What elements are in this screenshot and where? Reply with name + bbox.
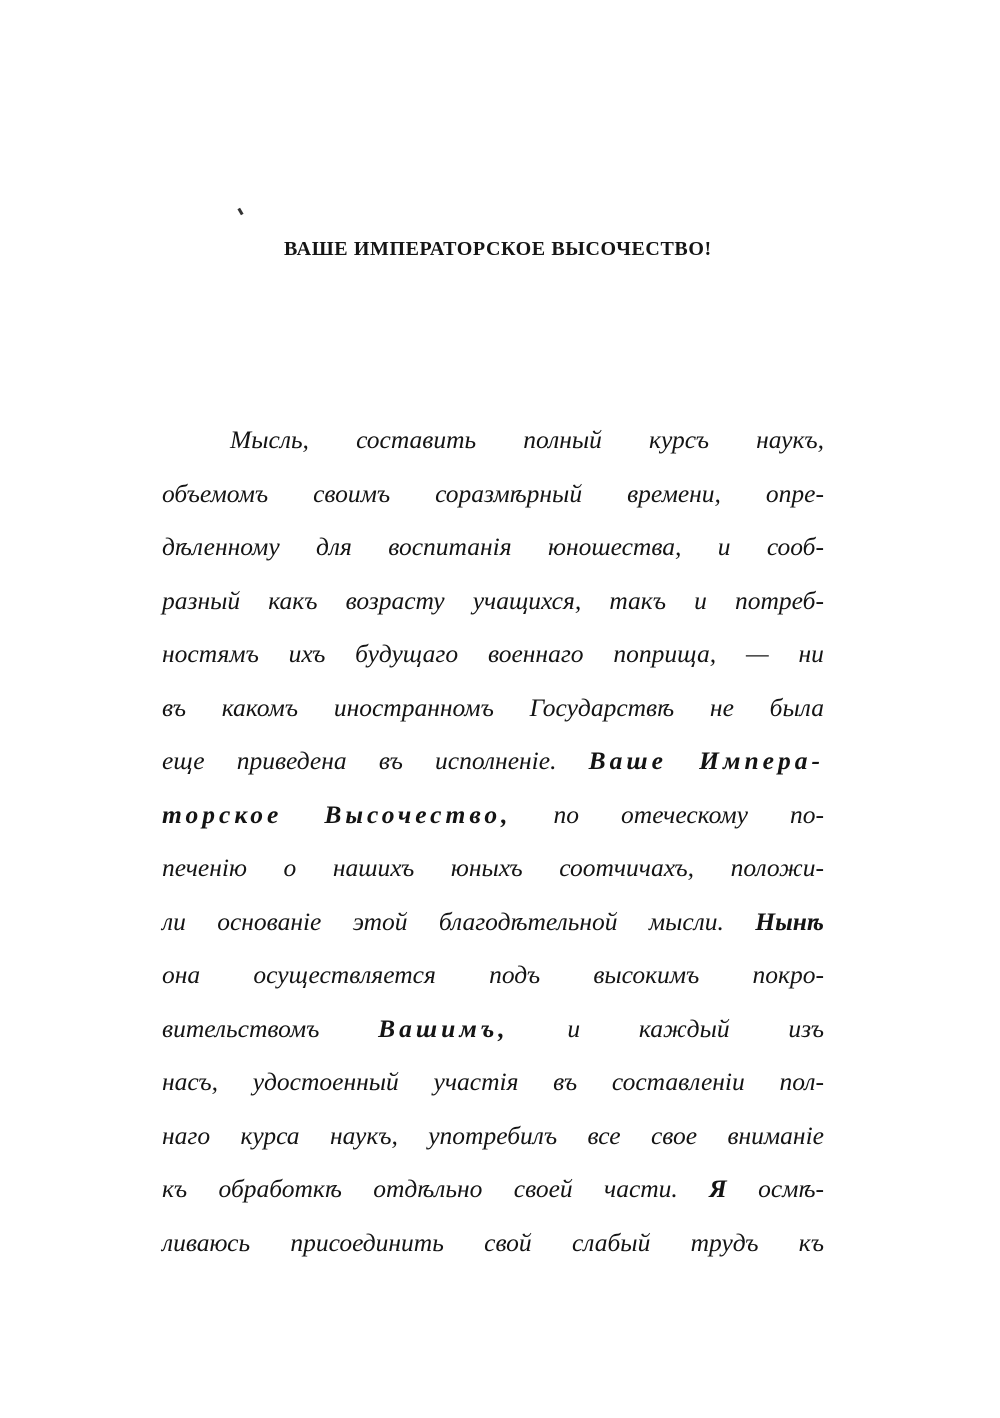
text-line — [162, 1014, 824, 1068]
word: Вашимъ, — [378, 1013, 509, 1043]
word: приведена — [236, 746, 347, 775]
word: потреб- — [734, 585, 824, 615]
word: каждый — [638, 1013, 730, 1043]
word: полный — [523, 425, 602, 454]
word: слабый — [571, 1227, 651, 1257]
word: и — [717, 532, 731, 561]
word: своей — [513, 1174, 573, 1203]
print-speck — [237, 208, 243, 216]
word: торское — [162, 799, 283, 829]
word: печенію — [162, 853, 247, 882]
text-line — [162, 586, 824, 640]
text-line — [162, 425, 824, 479]
word: объемомъ — [162, 478, 269, 508]
word: наукъ, — [756, 425, 824, 454]
word: этой — [352, 906, 408, 936]
word: насъ, — [162, 1067, 218, 1096]
word: обработкѣ — [218, 1174, 342, 1203]
word: Государствѣ — [529, 692, 675, 722]
word: курса — [240, 1120, 300, 1150]
text-line — [162, 960, 824, 1014]
word: воспитанія — [388, 532, 512, 561]
word: была — [769, 692, 824, 722]
word: въ — [378, 746, 403, 775]
word: по — [553, 799, 580, 829]
word: составленіи — [611, 1067, 745, 1096]
word: ливаюсь — [162, 1227, 251, 1257]
word: военнаго — [487, 639, 584, 668]
text-line — [162, 1067, 824, 1121]
word: разный — [162, 585, 241, 615]
word: своимъ — [313, 478, 391, 508]
word: курсъ — [649, 425, 709, 454]
word: — — [745, 639, 769, 668]
word: по- — [789, 799, 824, 829]
word: высокимъ — [593, 960, 700, 989]
word: и — [567, 1013, 581, 1043]
word: удостоенный — [252, 1067, 399, 1096]
word: такъ — [609, 585, 666, 615]
word: соразмѣрный — [435, 478, 583, 508]
word: опре- — [765, 478, 824, 508]
word: осмѣ- — [758, 1174, 824, 1203]
word: пол- — [779, 1067, 824, 1096]
word: какомъ — [221, 692, 299, 722]
text-line — [162, 693, 824, 747]
word: Импера- — [699, 746, 824, 775]
word: изъ — [788, 1013, 824, 1043]
word: сооб- — [766, 532, 824, 561]
word: еще — [162, 746, 205, 775]
word: Ваше — [588, 746, 667, 775]
text-line — [162, 746, 824, 800]
word: о — [283, 853, 297, 882]
text-line — [162, 1121, 824, 1175]
text-line — [162, 1228, 824, 1282]
word: юношества, — [547, 532, 682, 561]
word: свой — [484, 1227, 532, 1257]
dedication-heading: ВАШЕ ИМПЕРАТОРСКОЕ ВЫСОЧЕСТВО! — [284, 238, 712, 260]
word: благодѣтельной — [438, 906, 618, 936]
word: употребилъ — [428, 1120, 558, 1150]
word: мысли. — [648, 906, 724, 936]
word: наукъ, — [329, 1120, 398, 1150]
word: для — [316, 532, 352, 561]
word: все — [587, 1120, 621, 1150]
word: не — [709, 692, 734, 722]
word: свое — [650, 1120, 698, 1150]
word: ностямъ — [162, 639, 259, 668]
word: иностранномъ — [333, 692, 494, 722]
word: Я — [709, 1174, 727, 1203]
word: исполненіе. — [435, 746, 557, 775]
text-line — [162, 639, 824, 693]
word: какъ — [268, 585, 318, 615]
word: участія — [433, 1067, 519, 1096]
word: дѣленному — [162, 532, 280, 561]
word: Высочество, — [324, 799, 512, 829]
word: покро- — [752, 960, 824, 989]
word: ихъ — [288, 639, 326, 668]
word: нашихъ — [332, 853, 415, 882]
word: присоединить — [290, 1227, 444, 1257]
word: возрасту — [345, 585, 445, 615]
word: положи- — [730, 853, 824, 882]
text-line — [162, 532, 824, 586]
word: осуществляется — [253, 960, 436, 989]
text-line — [162, 800, 824, 854]
word: отдѣльно — [373, 1174, 483, 1203]
word: къ — [798, 1227, 824, 1257]
word: будущаго — [355, 639, 459, 668]
dedication-text — [162, 425, 824, 1281]
word: въ — [553, 1067, 578, 1096]
word: въ — [162, 692, 186, 722]
word: составить — [356, 425, 477, 454]
word: она — [162, 960, 201, 989]
word: къ — [162, 1174, 188, 1203]
word: наго — [162, 1120, 211, 1150]
word: соотчичахъ, — [559, 853, 695, 882]
word: вниманіе — [727, 1120, 824, 1150]
word: основаніе — [217, 906, 322, 936]
text-line — [162, 853, 824, 907]
word: Мысль, — [230, 425, 309, 454]
word: времени, — [627, 478, 721, 508]
word: Нынѣ — [755, 906, 824, 936]
text-line — [162, 907, 824, 961]
word: вительствомъ — [162, 1013, 320, 1043]
word: поприща, — [613, 639, 717, 668]
word: учащихся, — [472, 585, 582, 615]
word: ни — [798, 639, 824, 668]
word: подъ — [489, 960, 541, 989]
text-line — [162, 479, 824, 533]
word: отеческому — [621, 799, 748, 829]
text-line — [162, 1174, 824, 1228]
word: трудъ — [690, 1227, 759, 1257]
word: и — [694, 585, 707, 615]
word: части. — [604, 1174, 678, 1203]
word: ли — [162, 906, 186, 936]
word: юныхъ — [450, 853, 523, 882]
